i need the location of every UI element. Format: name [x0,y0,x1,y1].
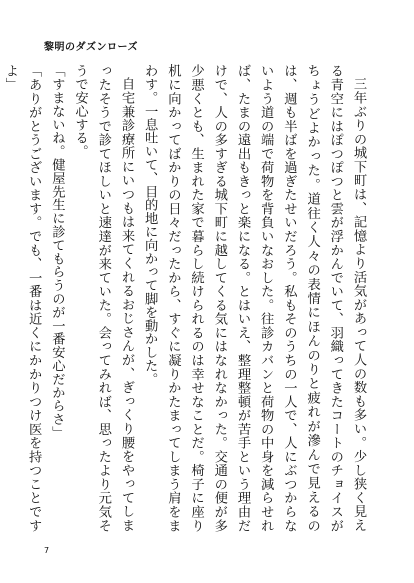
body-text [2,64,370,532]
dialogue-line-1: 「すまないね。健屋先生に診てもらうのが一番安心だからさ」 [49,64,65,440]
paragraph-1: 三年ぶりの城下町は、記憶より活気があって人の数も多い。少し狭く見える青空にはぽつぽつと雲が浮かんでいて、羽織ってきたコートのチョイスがちょうどよかった。道往く人々の表情にほんのりと疲れが滲んで見えるのは、週も半ばを過ぎたせいだろう。私もそのうちの一人で、人にぶつからないよう道の端で荷物を背負いなおした。往診カバンと荷物の中身を減らせれば、たまの遠出もきっと楽になる。とはいえ、整理整頓が苦手という理由だけで、人の多すぎる城下町に越してくる気にはなれなかった。交通の便が多少悪くとも、生まれた家で暮らし続けられるのは幸せなことだ。椅子に座り机に向かってばかりの日々だったから、すぐに凝りかたまってしまう肩をまわす。一息吐いて、目的地に向かって脚を動かした。 [142,64,366,532]
dialogue-line-2: 「ありがとうございます。でも、一番は近くにかかりつけ医を持つことですよ」 [2,64,42,532]
page-number: 7 [44,546,50,555]
running-head: 黎明のダズンローズ [44,42,138,53]
paragraph-2: 自宅兼診療所にいつもは来てくれるおじさんが、ぎっくり腰をやってしまったそうで診てほしいと速達が来ていた。会ってみれば、思ったより元気そうで安心する。 [72,64,134,532]
